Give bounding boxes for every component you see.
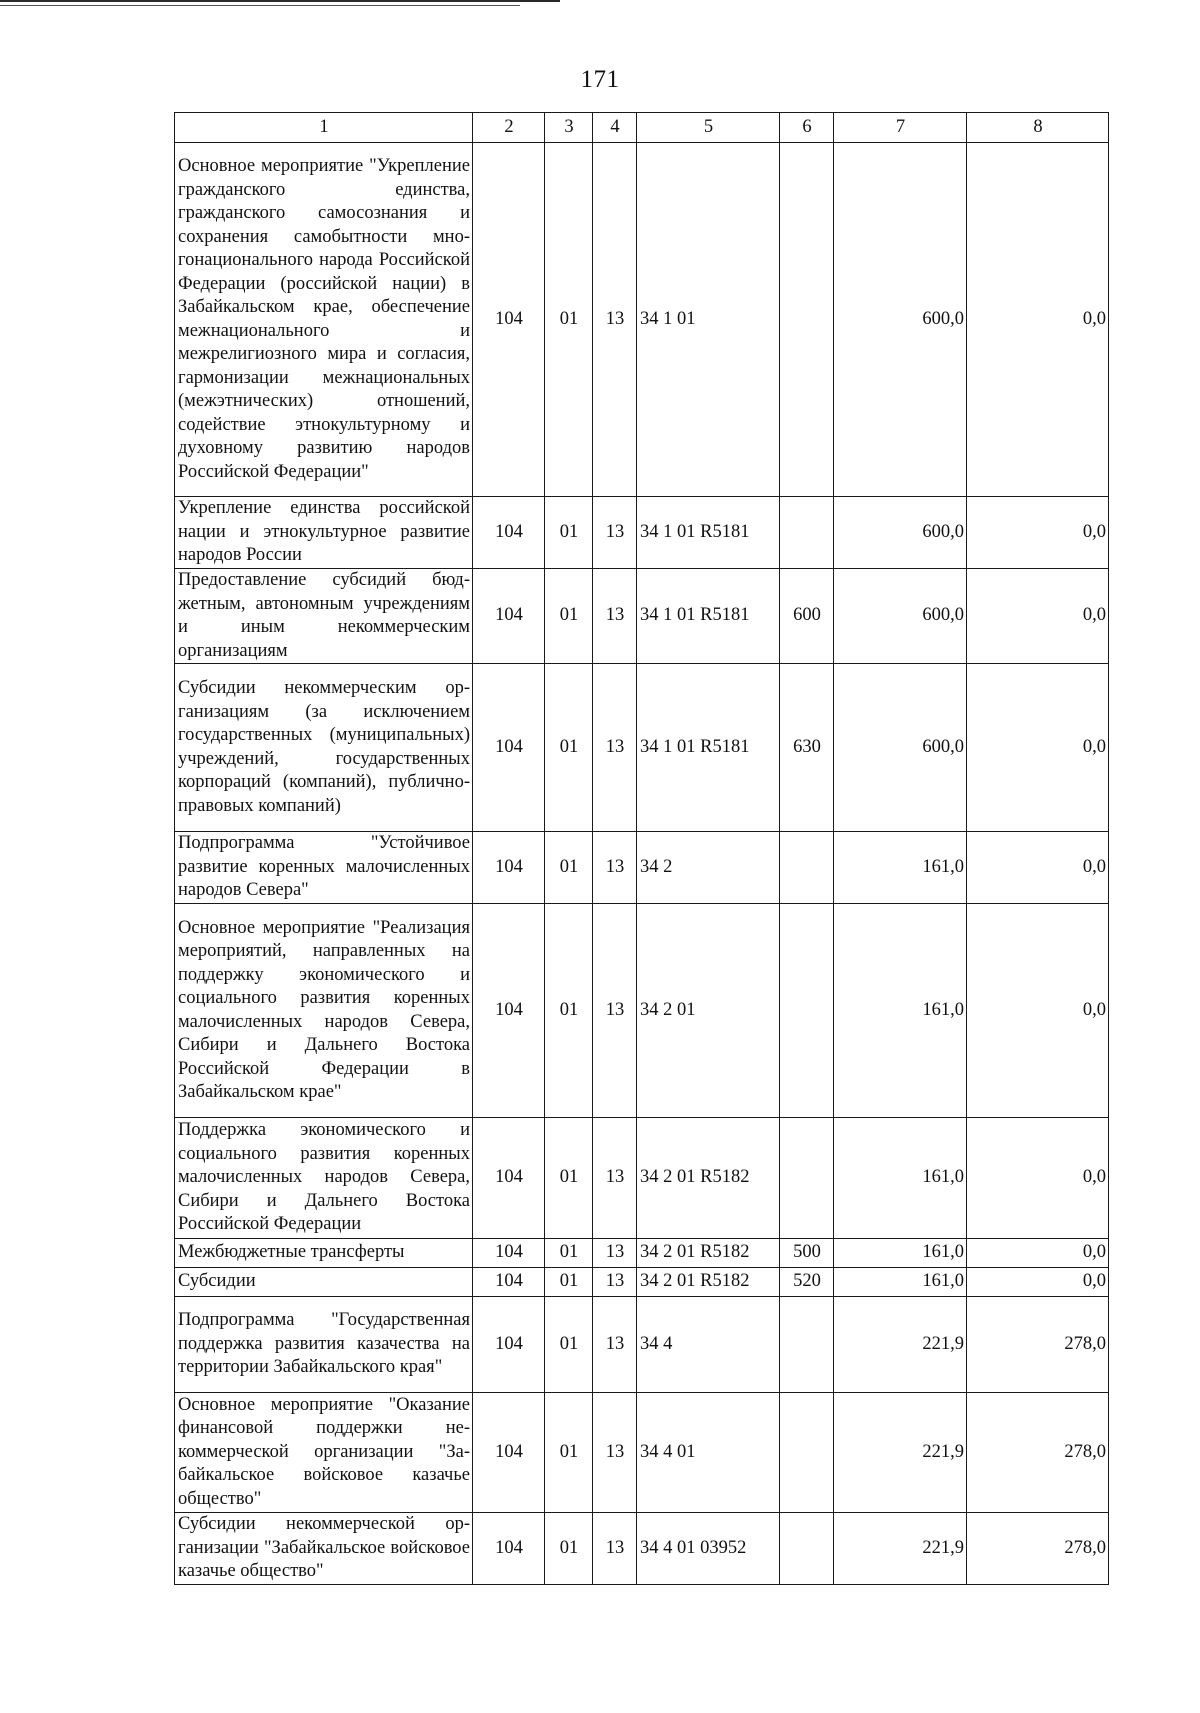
cell-expense-type [780,143,834,497]
table-row [175,1118,1109,1239]
cell-target-code: 34 2 01 R5182 [637,1118,780,1239]
cell-expense-type [780,832,834,904]
row-name: Предоставление субсидий бюджетным, автономным учреждениям и иным некоммерческим организациям [175,569,473,664]
cell-admin-code: 104 [473,664,545,832]
table-row [175,1513,1109,1585]
page-number: 171 [580,66,620,93]
cell-section: 01 [545,1393,593,1513]
cell-subsection: 13 [593,497,637,569]
cell-section: 01 [545,1118,593,1239]
cell-admin-code: 104 [473,904,545,1118]
cell-amount-1: 221,9 [834,1393,967,1513]
cell-admin-code: 104 [473,1393,545,1513]
cell-admin-code: 104 [473,1239,545,1268]
table-row [175,832,1109,904]
cell-amount-2: 0,0 [967,832,1109,904]
table-row [175,1268,1109,1297]
cell-expense-type: 630 [780,664,834,832]
row-name: Подпрограмма "Устойчивое развитие коренных малочисленных народов Севера" [175,832,473,904]
cell-target-code: 34 4 01 [637,1393,780,1513]
cell-subsection: 13 [593,1513,637,1585]
cell-subsection: 13 [593,832,637,904]
cell-target-code: 34 2 01 R5182 [637,1239,780,1268]
cell-target-code: 34 1 01 R5181 [637,569,780,664]
cell-expense-type [780,1393,834,1513]
cell-expense-type: 520 [780,1268,834,1297]
cell-amount-1: 600,0 [834,569,967,664]
cell-amount-2: 0,0 [967,569,1109,664]
cell-subsection: 13 [593,1393,637,1513]
scan-edge-line-secondary [0,5,520,6]
cell-amount-1: 600,0 [834,497,967,569]
column-header: 6 [780,113,834,143]
cell-section: 01 [545,664,593,832]
cell-amount-1: 221,9 [834,1297,967,1393]
row-name: Подпрограмма "Государственная поддержка развития казачества на территории Забайкальского края" [175,1297,473,1393]
column-header: 7 [834,113,967,143]
row-name: Субсидии [175,1268,473,1297]
cell-admin-code: 104 [473,1513,545,1585]
cell-target-code: 34 2 01 [637,904,780,1118]
cell-section: 01 [545,143,593,497]
table-row [175,497,1109,569]
table-row [175,664,1109,832]
cell-admin-code: 104 [473,497,545,569]
cell-section: 01 [545,1513,593,1585]
row-name: Межбюджетные трансферты [175,1239,473,1268]
cell-subsection: 13 [593,664,637,832]
cell-admin-code: 104 [473,569,545,664]
row-name: Укрепление единства российской нации и этнокультурное развитие народов России [175,497,473,569]
cell-amount-1: 600,0 [834,664,967,832]
cell-target-code: 34 2 [637,832,780,904]
cell-amount-2: 0,0 [967,143,1109,497]
cell-amount-1: 221,9 [834,1513,967,1585]
cell-expense-type [780,1118,834,1239]
cell-target-code: 34 4 [637,1297,780,1393]
cell-amount-1: 161,0 [834,1118,967,1239]
cell-subsection: 13 [593,569,637,664]
row-name: Основное мероприятие "Оказание финансовой поддержки некоммерческой организации "Забайкальское войсковое казачье общество" [175,1393,473,1513]
cell-admin-code: 104 [473,1118,545,1239]
cell-amount-1: 161,0 [834,1239,967,1268]
cell-admin-code: 104 [473,143,545,497]
cell-section: 01 [545,1268,593,1297]
cell-expense-type: 500 [780,1239,834,1268]
cell-target-code: 34 2 01 R5182 [637,1268,780,1297]
cell-section: 01 [545,904,593,1118]
table-row [175,143,1109,497]
cell-section: 01 [545,1297,593,1393]
cell-amount-1: 161,0 [834,904,967,1118]
cell-subsection: 13 [593,143,637,497]
cell-amount-2: 0,0 [967,497,1109,569]
cell-amount-2: 0,0 [967,1118,1109,1239]
cell-subsection: 13 [593,1297,637,1393]
cell-subsection: 13 [593,904,637,1118]
row-name: Субсидии некоммерческим организациям (за исключением государственных (муниципальных) учреждений, государственных корпораций (компаний), публично-правовых компаний) [175,664,473,832]
column-header: 8 [967,113,1109,143]
cell-target-code: 34 1 01 R5181 [637,664,780,832]
cell-amount-1: 600,0 [834,143,967,497]
table-header-row [175,113,1109,143]
cell-amount-2: 278,0 [967,1393,1109,1513]
cell-expense-type [780,904,834,1118]
budget-table [174,112,1109,1585]
cell-section: 01 [545,497,593,569]
cell-amount-1: 161,0 [834,1268,967,1297]
row-name: Основное мероприятие "Укрепление гражданского единства, гражданского самосознания и сохранения самобытности многонационального народа Российской Федерации (российской нации) в Забайкальском крае, обеспечение межнационального и межрелигиозного мира и согласия, гармонизации межнациональных (межэтнических) отношений, содействие этнокультурному и духовному развитию народов Российской Федерации" [175,143,473,497]
cell-amount-2: 0,0 [967,904,1109,1118]
scan-edge-line [0,0,560,2]
cell-amount-2: 0,0 [967,1268,1109,1297]
row-name: Субсидии некоммерческой организации "Забайкальское войсковое казачье общество" [175,1513,473,1585]
cell-target-code: 34 1 01 R5181 [637,497,780,569]
cell-amount-2: 278,0 [967,1513,1109,1585]
cell-admin-code: 104 [473,1268,545,1297]
cell-expense-type: 600 [780,569,834,664]
cell-expense-type [780,1297,834,1393]
table-row [175,904,1109,1118]
column-header: 1 [175,113,473,143]
column-header: 2 [473,113,545,143]
cell-amount-1: 161,0 [834,832,967,904]
table-row [175,569,1109,664]
column-header: 3 [545,113,593,143]
column-header: 5 [637,113,780,143]
cell-section: 01 [545,569,593,664]
cell-subsection: 13 [593,1239,637,1268]
column-header: 4 [593,113,637,143]
cell-amount-2: 278,0 [967,1297,1109,1393]
cell-target-code: 34 1 01 [637,143,780,497]
cell-expense-type [780,497,834,569]
cell-section: 01 [545,1239,593,1268]
table-row [175,1393,1109,1513]
cell-target-code: 34 4 01 03952 [637,1513,780,1585]
row-name: Основное мероприятие "Реализация мероприятий, направленных на поддержку экономического и социального развития коренных малочисленных народов Севера, Сибири и Дальнего Востока Российской Федерации в Забайкальском крае" [175,904,473,1118]
cell-amount-2: 0,0 [967,664,1109,832]
cell-section: 01 [545,832,593,904]
cell-subsection: 13 [593,1268,637,1297]
cell-amount-2: 0,0 [967,1239,1109,1268]
table-row [175,1297,1109,1393]
cell-admin-code: 104 [473,832,545,904]
cell-expense-type [780,1513,834,1585]
cell-admin-code: 104 [473,1297,545,1393]
table-row [175,1239,1109,1268]
row-name: Поддержка экономического и социального развития коренных малочисленных народов Севера, Сибири и Дальнего Востока Российской Федерации [175,1118,473,1239]
cell-subsection: 13 [593,1118,637,1239]
